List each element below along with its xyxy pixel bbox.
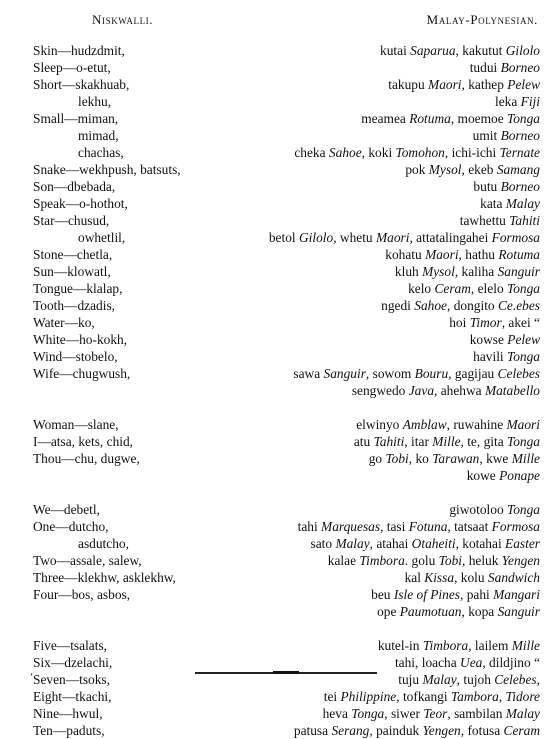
malay-polynesian-entry [269,229,540,246]
word-text: heva [322,706,352,721]
niskwalli-entry: Snake—wekhpush, batsuts, [33,162,181,177]
word-text: kata [480,196,506,211]
word-text: , kotahai [455,536,506,551]
niskwalli-entry: One—dutcho, [33,519,109,534]
word-text: , ekeb [461,162,497,177]
malay-polynesian-entry [356,416,540,433]
malay-polynesian-entry [323,705,540,722]
language-name: Timor [469,315,502,330]
table-row [0,161,560,178]
header-left: Niskwalli. [92,12,154,27]
word-text: kelo [408,281,435,296]
niskwalli-entry: Two—assale, salew, [33,553,142,568]
niskwalli-entry: Skin—hudzdmit, [33,43,125,58]
language-name: Fotuna [408,519,448,534]
language-name: Uea [460,655,483,670]
word-text: , ko [408,451,433,466]
word-text: , moemoe [450,111,507,126]
niskwalli-entry: Six—dzelachi, [33,655,113,670]
language-name: Yengen [501,553,540,568]
table-row [0,144,560,161]
table-row [0,433,560,450]
malay-polynesian-entry [398,671,540,688]
word-text: , ichi-ichi [444,145,500,160]
word-text: meamea [361,111,410,126]
word-text: , te, gita [460,434,507,449]
table-row [0,59,560,76]
niskwalli-entry: Eight—tkachi, [33,689,112,704]
table-row [0,535,560,552]
word-text: , tujoh [456,672,495,687]
table-row [0,688,560,705]
word-text: betol [268,230,299,245]
language-name: Tonga [507,281,540,296]
malay-polynesian-entry [294,722,540,739]
table-row [0,586,560,603]
language-name: Pelew [507,332,540,347]
word-text: sengwedo [351,383,409,398]
malay-polynesian-entry [298,518,540,535]
word-text: , sambilan [447,706,506,721]
word-text: kalae [327,553,360,568]
language-name: Tonga [507,434,540,449]
table-row [0,705,560,722]
language-name: Tobi [385,451,409,466]
word-text: havili [473,349,507,364]
word-text: , gagijau [448,366,498,381]
malay-polynesian-entry [495,93,540,110]
niskwalli-entry: Seven—tsoks, [33,672,110,687]
malay-polynesian-entry [449,314,540,331]
language-name: Kissa [424,570,455,585]
language-name: Tonga [351,706,385,721]
table-row [0,382,560,399]
niskwalli-entry: Small—miman, [33,111,119,126]
language-name: Yengen [422,723,461,738]
language-name: Matabello [484,383,540,398]
language-name: Sanguir [497,604,540,619]
word-text: kowse [469,332,508,347]
vocabulary-table [0,42,560,739]
word-text: , atahai [369,536,412,551]
word-text: kohatu [385,247,426,262]
language-name: Tonga [507,111,540,126]
niskwalli-entry: lekhu, [78,94,112,109]
niskwalli-entry: Thou—chu, dugwe, [33,451,140,466]
table-row [0,178,560,195]
malay-polynesian-entry [378,637,540,654]
language-name: Tambora [450,689,499,704]
language-name: Celebes [497,366,540,381]
malay-polynesian-entry [405,569,540,586]
malay-polynesian-entry [449,501,540,518]
language-name: Maori [428,77,462,92]
word-text: kluh [394,264,423,279]
word-text: tahi [297,519,322,534]
word-text: , [498,689,506,704]
malay-polynesian-entry [408,280,540,297]
language-name: Tomohon [395,145,445,160]
language-name: Otaheiti [411,536,456,551]
language-name: Bouru [414,366,449,381]
language-name: Tarawan [432,451,480,466]
word-text: , dongito [447,298,498,313]
malay-polynesian-entry [352,382,540,399]
table-row [0,195,560,212]
malay-polynesian-entry [311,535,540,552]
malay-polynesian-entry [473,127,540,144]
word-text: tei [323,689,341,704]
table-row [0,569,560,586]
malay-polynesian-entry [354,433,540,450]
word-text: cheka [294,145,329,160]
word-text: , elelo [470,281,507,296]
malay-polynesian-entry [395,263,540,280]
malay-polynesian-entry [473,348,540,365]
niskwalli-entry: Speak—o-hothot, [33,196,128,211]
language-name: Marquesas [321,519,381,534]
word-text: kowe [466,468,500,483]
word-text: elwinyo [356,417,403,432]
malay-polynesian-entry [470,331,540,348]
word-text: , hathu [458,247,499,262]
niskwalli-entry: Star—chusud, [33,213,110,228]
word-text: butu [473,179,501,194]
malay-polynesian-entry [377,603,540,620]
malay-polynesian-entry [371,586,540,603]
language-name: Ceram [434,281,471,296]
word-text: , ruwahine [446,417,507,432]
language-name: Ternate [499,145,540,160]
language-name: Easter [505,536,540,551]
language-name: Fiji [520,94,540,109]
niskwalli-entry: owhetlil, [78,230,126,245]
language-name: Java [408,383,435,398]
niskwalli-entry: Wife—chugwush, [33,366,131,381]
footer-rule-right [299,672,377,674]
niskwalli-entry: Tongue—klalap, [33,281,123,296]
word-text: , lailem [468,638,512,653]
word-text: ngedi [381,298,415,313]
word-text: go [368,451,386,466]
word-text: , kakutut [455,43,506,58]
word-text: . golu [404,553,439,568]
footer-rule-left [195,672,273,674]
word-text: , kaliha [454,264,498,279]
table-row [0,365,560,382]
language-name: Philippine [340,689,397,704]
language-name: Samang [496,162,540,177]
language-name: Borneo [500,128,540,143]
language-name: Serang [331,723,370,738]
table-row [0,416,560,433]
malay-polynesian-entry [480,195,540,212]
header-right: Malay-Polynesian. [426,12,538,27]
word-text: umit [472,128,501,143]
language-name: Formosa [491,519,540,534]
word-text: , kwe [479,451,512,466]
word-text: , siwer [384,706,424,721]
malay-polynesian-entry [395,654,540,671]
word-text: , fotusa [460,723,504,738]
word-text: , heluk [462,553,502,568]
table-row [0,93,560,110]
table-row [0,518,560,535]
niskwalli-entry: Son—dbebada, [33,179,116,194]
language-name: Mille [511,638,540,653]
language-name: Rotuma [409,111,451,126]
niskwalli-entry: I—atsa, kets, chid, [33,434,134,449]
word-text: tahi, loacha [394,655,461,670]
table-row [0,450,560,467]
language-name: Malay [422,672,457,687]
malay-polynesian-entry [473,178,540,195]
word-text: , tofkangi [396,689,451,704]
malay-polynesian-entry [381,297,540,314]
niskwalli-entry: Woman—slane, [33,417,119,432]
word-text: kutai [380,43,411,58]
language-name: Gilolo [298,230,334,245]
niskwalli-entry: Nine—hwul, [33,706,103,721]
niskwalli-entry: Five—tsalats, [33,638,108,653]
language-name: Teor [423,706,448,721]
niskwalli-entry: chachas, [78,145,124,160]
word-text: giwotoloo [449,502,507,517]
language-name: Amblaw [402,417,447,432]
table-row [0,331,560,348]
language-name: Borneo [500,60,540,75]
table-row [0,501,560,518]
word-text: , tasi [380,519,409,534]
table-row [0,348,560,365]
language-name: Malay [505,196,540,211]
malay-polynesian-entry [388,76,540,93]
word-text: , ahehwa [434,383,485,398]
language-name: Pelew [507,77,540,92]
blank-line [0,620,560,637]
word-text: , whetu [333,230,376,245]
table-row [0,603,560,620]
language-name: Mangari [493,587,540,602]
malay-polynesian-entry [405,161,540,178]
language-name: Sandwich [487,570,540,585]
niskwalli-entry: Sun—klowatl, [33,264,111,279]
niskwalli-entry: Short—skakhuab, [33,77,130,92]
niskwalli-entry: Three—klekhw, asklekhw, [33,570,176,585]
table-row [0,467,560,484]
word-text: hoi [449,315,470,330]
niskwalli-entry: Stone—chetla, [33,247,113,262]
malay-polynesian-entry [369,450,540,467]
language-name: Tonga [507,502,540,517]
word-text: patusa [293,723,332,738]
niskwalli-entry: Four—bos, asbos, [33,587,131,602]
malay-polynesian-entry [470,59,540,76]
word-text: , kathep [461,77,508,92]
language-name: Rotuma [498,247,540,262]
word-text: sato [310,536,336,551]
table-row [0,654,560,671]
language-name: Paumotuan [399,604,462,619]
footer-mark: ‘ [30,672,34,683]
language-name: Mille [432,434,461,449]
footer-rule-center [273,671,299,674]
language-name: Mille [511,451,540,466]
word-text: kal [404,570,425,585]
niskwalli-entry: Sleep—o-etut, [33,60,111,75]
language-name: Mysol [422,264,455,279]
language-name: Ce.ebes [497,298,540,313]
word-text: , [536,672,540,687]
table-row [0,229,560,246]
blank-line [0,399,560,416]
niskwalli-entry: mimad, [78,128,119,143]
word-text: , akei “ [501,315,540,330]
table-row [0,246,560,263]
language-name: Ceram [503,723,540,738]
niskwalli-entry: asdutcho, [78,536,129,551]
language-name: Tahiti [373,434,405,449]
niskwalli-entry: Wind—stobelo, [33,349,118,364]
language-name: Isle of Pines [393,587,461,602]
table-row [0,552,560,569]
niskwalli-entry: Tooth—dzadis, [33,298,115,313]
language-name: Borneo [500,179,540,194]
word-text: tudui [469,60,501,75]
malay-polynesian-entry [380,42,540,59]
malay-polynesian-entry [460,212,540,229]
table-row [0,76,560,93]
word-text: pok [405,162,429,177]
language-name: Celebes [494,672,537,687]
table-row [0,297,560,314]
language-name: Saparua [410,43,456,58]
word-text: sawa [293,366,324,381]
malay-polynesian-entry [385,246,540,263]
word-text: tawhettu [459,213,510,228]
language-name: Maori [375,230,410,245]
table-row [0,263,560,280]
language-name: Gilolo [505,43,540,58]
word-text: beu [371,587,394,602]
table-row [0,110,560,127]
language-name: Formosa [491,230,540,245]
language-name: Timbora [359,553,405,568]
table-row [0,722,560,739]
word-text: , attatalingahei [409,230,492,245]
table-row [0,314,560,331]
malay-polynesian-entry [361,110,540,127]
word-text: , kolu [454,570,488,585]
language-name: Tahiti [509,213,540,228]
word-text: leka [495,94,521,109]
word-text: , pahi [460,587,494,602]
niskwalli-entry: Ten—paduts, [33,723,105,738]
language-name: Sahoe [414,298,447,313]
malay-polynesian-entry [294,144,540,161]
word-text: kutel-in [377,638,423,653]
word-text: , itar [404,434,433,449]
language-name: Malay [335,536,370,551]
table-row [0,127,560,144]
malay-polynesian-entry [328,552,540,569]
niskwalli-entry: Water—ko, [33,315,95,330]
table-row [0,212,560,229]
language-name: Timbora [422,638,469,653]
table-row [0,280,560,297]
language-name: Tonga [507,349,540,364]
language-name: Maori [506,417,540,432]
word-text: , koki [361,145,396,160]
word-text: atu [353,434,374,449]
table-row [0,42,560,59]
language-name: Ponape [499,468,540,483]
word-text: tuju [398,672,423,687]
language-name: Sanguir [497,264,540,279]
niskwalli-entry: White—ho-kokh, [33,332,128,347]
malay-polynesian-entry [467,467,540,484]
language-name: Sahoe [328,145,362,160]
word-text: takupu [388,77,429,92]
language-name: Tobi [438,553,462,568]
table-row [0,637,560,654]
language-name: Maori [425,247,459,262]
language-name: Sanguir [323,366,366,381]
language-name: Mysol [428,162,462,177]
niskwalli-entry: We—debetl, [33,502,100,517]
word-text: , sowom [365,366,415,381]
malay-polynesian-entry [293,365,540,382]
language-name: Tidore [505,689,540,704]
malay-polynesian-entry [324,688,540,705]
word-text: , tatsaat [447,519,492,534]
word-text: , kopa [461,604,498,619]
language-name: Malay [505,706,540,721]
word-text: , dildjino “ [482,655,540,670]
word-text: , painduk [369,723,423,738]
blank-line [0,484,560,501]
word-text: ope [377,604,400,619]
